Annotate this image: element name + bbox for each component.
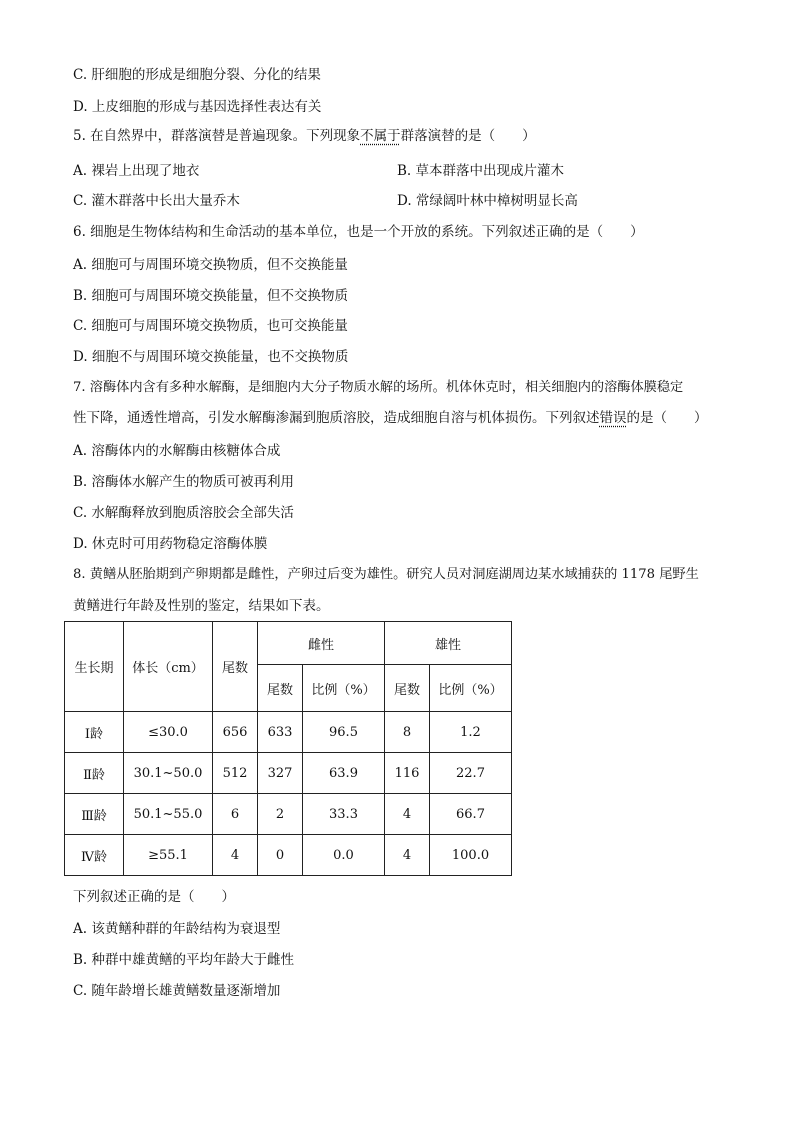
data-table bbox=[64, 621, 512, 876]
option-6b: B. 细胞可与周围环境交换能量，但不交换物质 bbox=[73, 288, 349, 304]
option-7c: C. 水解酶释放到胞质溶胶会全部失活 bbox=[73, 505, 294, 521]
cell-length: ≥55.1 bbox=[124, 835, 213, 876]
header-female-ratio: 比例（%） bbox=[303, 665, 385, 712]
question-7-line-1: 7. 溶酶体内含有多种水解酶，是细胞内大分子物质水解的场所。机体休克时，相关细胞内的溶酶体膜稳定 bbox=[73, 380, 684, 395]
cell-female-ratio: 0.0 bbox=[303, 835, 385, 876]
table-row bbox=[65, 835, 512, 876]
header-male-ratio: 比例（%） bbox=[430, 665, 512, 712]
cell-female-ratio: 33.3 bbox=[303, 794, 385, 835]
cell-stage: Ⅱ龄 bbox=[65, 753, 124, 794]
header-female-count: 尾数 bbox=[258, 665, 303, 712]
header-female: 雌性 bbox=[258, 622, 385, 665]
option-5c: C. 灌木群落中长出大量乔木 bbox=[73, 193, 240, 209]
table-row bbox=[65, 753, 512, 794]
cell-count: 6 bbox=[213, 794, 258, 835]
question-6: 6. 细胞是生物体结构和生命活动的基本单位，也是一个开放的系统。下列叙述正确的是（ ） bbox=[73, 224, 644, 240]
header-length: 体长（cm） bbox=[124, 622, 213, 712]
option-6c: C. 细胞可与周围环境交换物质，也可交换能量 bbox=[73, 318, 348, 334]
option-6d: D. 细胞不与周围环境交换能量，也不交换物质 bbox=[73, 349, 349, 365]
cell-male-count: 8 bbox=[385, 712, 430, 753]
table-row bbox=[65, 712, 512, 753]
option-8b: B. 种群中雄黄鳝的平均年龄大于雌性 bbox=[73, 952, 295, 968]
cell-stage: Ⅲ龄 bbox=[65, 794, 124, 835]
cell-male-count: 4 bbox=[385, 835, 430, 876]
cell-male-ratio: 66.7 bbox=[430, 794, 512, 835]
cell-length: 30.1~50.0 bbox=[124, 753, 213, 794]
cell-male-ratio: 22.7 bbox=[430, 753, 512, 794]
question-8-line-1: 8. 黄鳝从胚胎期到产卵期都是雌性，产卵过后变为雄性。研究人员对洞庭湖周边某水域捕获的 1178 尾野生 bbox=[73, 567, 699, 582]
question-5-text-a: 5. 在自然界中，群落演替是普遍现象。下列现象 bbox=[73, 128, 361, 144]
cell-male-ratio: 1.2 bbox=[430, 712, 512, 753]
header-count: 尾数 bbox=[213, 622, 258, 712]
cell-male-count: 116 bbox=[385, 753, 430, 794]
cell-female-count: 327 bbox=[258, 753, 303, 794]
question-8-ask: 下列叙述正确的是（ ） bbox=[73, 889, 235, 905]
option-6a: A. 细胞可与周围环境交换物质，但不交换能量 bbox=[73, 257, 348, 273]
cell-female-count: 633 bbox=[258, 712, 303, 753]
question-8-line-2: 黄鳝进行年龄及性别的鉴定，结果如下表。 bbox=[73, 598, 330, 614]
question-7-emphasis: 错误 bbox=[599, 410, 627, 426]
option-7b: B. 溶酶体水解产生的物质可被再利用 bbox=[73, 474, 295, 490]
cell-length: 50.1~55.0 bbox=[124, 794, 213, 835]
cell-male-ratio: 100.0 bbox=[430, 835, 512, 876]
option-4d: D. 上皮细胞的形成与基因选择性表达有关 bbox=[73, 99, 322, 115]
cell-stage: Ⅳ龄 bbox=[65, 835, 124, 876]
question-7-text-b: 的是（ ） bbox=[626, 410, 708, 426]
table-row bbox=[65, 794, 512, 835]
cell-count: 512 bbox=[213, 753, 258, 794]
option-4c: C. 肝细胞的形成是细胞分裂、分化的结果 bbox=[73, 67, 321, 83]
header-male: 雄性 bbox=[385, 622, 512, 665]
option-7d: D. 休克时可用药物稳定溶酶体膜 bbox=[73, 536, 268, 552]
cell-stage: Ⅰ龄 bbox=[65, 712, 124, 753]
option-5b: B. 草本群落中出现成片灌木 bbox=[397, 163, 565, 179]
header-male-count: 尾数 bbox=[385, 665, 430, 712]
question-7-text-a: 性下降，通透性增高，引发水解酶渗漏到胞质溶胶，造成细胞自溶与机体损伤。下列叙述 bbox=[73, 410, 600, 426]
question-7-line-2 bbox=[73, 409, 708, 427]
cell-female-ratio: 63.9 bbox=[303, 753, 385, 794]
cell-female-ratio: 96.5 bbox=[303, 712, 385, 753]
question-5-text-b: 群落演替的是（ ） bbox=[400, 128, 536, 144]
cell-male-count: 4 bbox=[385, 794, 430, 835]
option-7a: A. 溶酶体内的水解酶由核糖体合成 bbox=[73, 443, 281, 459]
option-5a: A. 裸岩上出现了地衣 bbox=[73, 163, 200, 179]
question-5 bbox=[73, 127, 536, 145]
header-stage: 生长期 bbox=[65, 622, 124, 712]
option-8a: A. 该黄鳝种群的年龄结构为衰退型 bbox=[73, 921, 281, 937]
cell-count: 656 bbox=[213, 712, 258, 753]
question-5-emphasis: 不属于 bbox=[360, 128, 401, 144]
cell-length: ≤30.0 bbox=[124, 712, 213, 753]
cell-female-count: 2 bbox=[258, 794, 303, 835]
cell-count: 4 bbox=[213, 835, 258, 876]
cell-female-count: 0 bbox=[258, 835, 303, 876]
option-5d: D. 常绿阔叶林中樟树明显长高 bbox=[397, 193, 578, 209]
option-8c: C. 随年龄增长雄黄鳝数量逐渐增加 bbox=[73, 983, 281, 999]
